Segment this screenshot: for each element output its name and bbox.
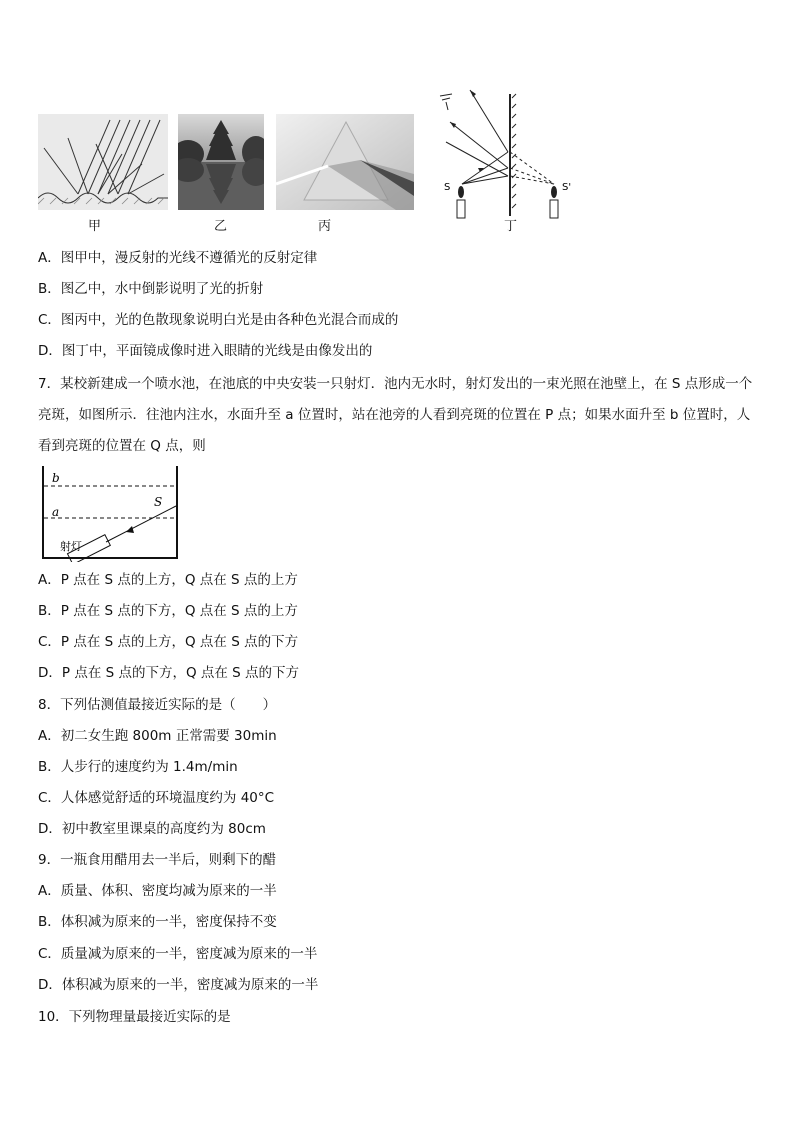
q6-option-c: C．图丙中，光的色散现象说明白光是由各种色光混合而成的	[38, 312, 399, 328]
q7-option-c: C．P 点在 S 点的上方，Q 点在 S 点的下方	[38, 634, 299, 650]
label-a: a	[52, 505, 60, 519]
figure-bing-prism-dispersion	[276, 114, 414, 210]
q6-option-d: D．图丁中，平面镜成像时进入眼睛的光线是由像发出的	[38, 343, 373, 359]
caption-bing: 丙	[318, 219, 332, 234]
q8-option-b: B．人步行的速度约为 1.4m/min	[38, 759, 238, 775]
q8-option-d: D．初中教室里课桌的高度约为 80cm	[38, 821, 266, 837]
q9-option-c: C．质量减为原来的一半，密度减为原来的一半	[38, 946, 318, 962]
q10-stem: 10．下列物理量最接近实际的是	[38, 1009, 231, 1025]
q6-option-a: A．图甲中，漫反射的光线不遵循光的反射定律	[38, 250, 318, 266]
q9-option-a: A．质量、体积、密度均减为原来的一半	[38, 883, 277, 899]
q8-option-c: C．人体感觉舒适的环境温度约为 40°C	[38, 790, 275, 806]
label-s-prime: S'	[562, 182, 572, 193]
q7-option-a: A．P 点在 S 点的上方，Q 点在 S 点的上方	[38, 572, 298, 588]
q8-stem: 8．下列估测值最接近实际的是（ ）	[38, 697, 277, 713]
figure-yi-water-reflection	[178, 114, 264, 210]
caption-ding: 丁	[504, 219, 518, 234]
caption-jia: 甲	[88, 219, 102, 234]
figure-q7-pool	[40, 464, 180, 562]
label-b: b	[52, 471, 60, 485]
figure-jia-diffuse-reflection	[38, 114, 168, 210]
figure-ding-plane-mirror	[436, 86, 586, 226]
q9-option-d: D．体积减为原来的一半，密度减为原来的一半	[38, 977, 319, 993]
q6-option-b: B．图乙中，水中倒影说明了光的折射	[38, 281, 264, 297]
q7-option-b: B．P 点在 S 点的下方，Q 点在 S 点的上方	[38, 603, 298, 619]
q9-stem: 9．一瓶食用醋用去一半后，则剩下的醋	[38, 852, 277, 868]
label-s: S	[154, 495, 163, 509]
q7-stem: 7．某校新建成一个喷水池，在池底的中央安装一只射灯．池内无水时，射灯发出的一束光照在池壁上，在 S 点形成一个亮斑，如图所示．往池内注水，水面升至 a 位置时，站在池旁的人看到亮斑的位置在 P 点；如果水面升至 b 位置时，人看到亮斑的位置在 Q 点，则	[38, 376, 753, 454]
label-s-mirror: S	[444, 182, 451, 193]
caption-yi: 乙	[214, 219, 228, 234]
q8-option-a: A．初二女生跑 800m 正常需要 30min	[38, 728, 277, 744]
q7-option-d: D．P 点在 S 点的下方，Q 点在 S 点的下方	[38, 665, 300, 681]
label-lamp: 射灯	[60, 540, 82, 553]
q9-option-b: B．体积减为原来的一半，密度保持不变	[38, 914, 277, 930]
